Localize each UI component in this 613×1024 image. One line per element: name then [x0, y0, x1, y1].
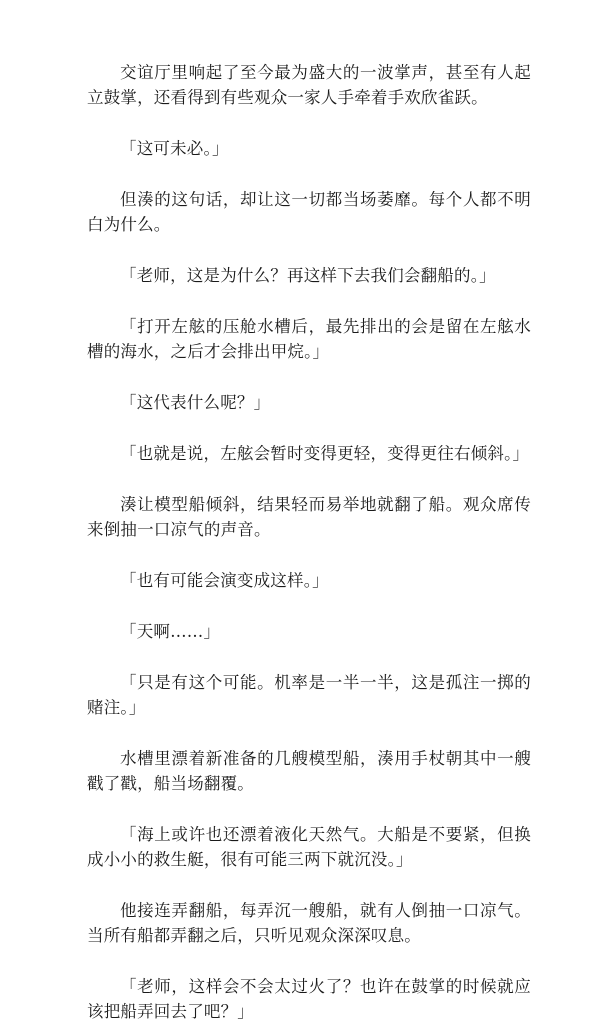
paragraph: 「老师，这样会不会太过火了？也许在鼓掌的时候就应该把船弄回去了吧？」	[87, 977, 531, 1021]
paragraph: 「海上或许也还漂着液化天然气。大船是不要紧，但换成小小的救生艇，很有可能三两下就沉没。」	[87, 825, 531, 869]
paragraph: 「也就是说，左舷会暂时变得更轻，变得更往右倾斜。」	[120, 444, 530, 463]
paragraph: 「也有可能会演变成这样。」	[120, 571, 329, 590]
paragraph: 他接连弄翻船，每弄沉一艘船，就有人倒抽一口凉气。当所有船都弄翻之后，只听见观众深深叹息。	[87, 901, 531, 945]
paragraph: 「这代表什么呢？」	[120, 393, 271, 412]
paragraph: 水槽里漂着新准备的几艘模型船，湊用手杖朝其中一艘戳了戳，船当场翻覆。	[87, 749, 531, 793]
paragraph: 湊让模型船倾斜，结果轻而易举地就翻了船。观众席传来倒抽一口凉气的声音。	[87, 495, 531, 539]
paragraph: 「打开左舷的压舱水槽后，最先排出的会是留在左舷水槽的海水，之后才会排出甲烷。」	[87, 317, 531, 361]
paragraph: 但湊的这句话，却让这一切都当场萎靡。每个人都不明白为什么。	[87, 190, 531, 234]
paragraph: 「这可未必。」	[120, 139, 229, 158]
paragraph: 「只是有这个可能。机率是一半一半，这是孤注一掷的赌注。」	[87, 673, 531, 717]
paragraph: 交谊厅里响起了至今最为盛大的一波掌声，甚至有人起立鼓掌，还看得到有些观众一家人手牵着手欢欣雀跃。	[87, 63, 531, 107]
paragraph: 「老师，这是为什么？再这样下去我们会翻船的。」	[120, 266, 496, 285]
paragraph: 「天啊……」	[120, 622, 221, 641]
